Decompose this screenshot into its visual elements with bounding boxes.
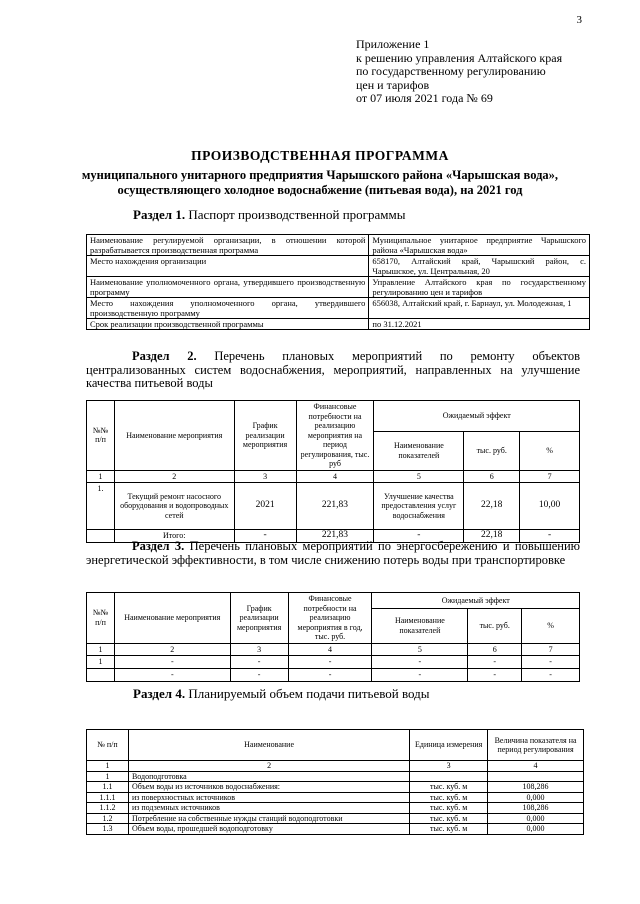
table-row [87,824,584,835]
row-unit: тыс. куб. м [410,782,488,793]
row-num: 1.1.2 [87,803,129,814]
document-title [40,148,600,198]
table-row [87,483,580,530]
table-row [87,235,590,256]
col-number: 3 [410,761,488,772]
table-row [87,256,590,277]
passport-table [86,234,590,330]
col-number: 6 [468,643,522,656]
row-thousand: 22,18 [464,483,520,530]
appendix-line: от 07 июля 2021 года № 69 [356,91,493,105]
table-row [87,792,584,803]
row-schedule: 2021 [234,483,296,530]
col-header-percent: % [520,431,580,470]
section3-label: Раздел 3. [132,539,185,553]
total-schedule: - [234,530,296,543]
table-cell: - [230,656,288,669]
col-number: 7 [520,470,580,483]
table-cell: 1 [87,656,115,669]
col-number: 4 [288,643,372,656]
section2-text: Перечень плановых мероприятий по ремонту объектов централизованных систем водоснабжения, мероприятий, направленных на улучшение качества питьевой воды [86,349,580,390]
section1-heading [133,207,405,223]
table-header-row [87,730,584,761]
col-number: 4 [296,470,374,483]
col-number: 3 [230,643,288,656]
table-row [87,277,590,298]
col-number: 5 [372,643,468,656]
section2-heading [86,350,580,391]
section4-heading [133,686,430,702]
total-label: Итого: [114,530,234,543]
section3-text: Перечень плановых мероприятий по энергосбережению и повышению энергетической эффективности, в том числе снижению потерь воды при транспортировке [86,539,581,567]
table-cell: - [372,656,468,669]
table-row [87,813,584,824]
col-header-num: №№ п/п [87,401,115,471]
row-value: 0,000 [488,792,584,803]
table-cell: - [114,656,230,669]
passport-value: по 31.12.2021 [369,319,590,330]
appendix-line: к решению управления Алтайского края [356,50,563,65]
energy-measures-table [86,592,580,682]
table-cell: - [230,668,288,681]
table-cell: - [114,668,230,681]
row-unit [410,771,488,782]
passport-key: Место нахождения уполномоченного органа, утвердившего производственную программу [87,298,369,319]
col-header-name: Наименование мероприятия [114,593,230,644]
row-percent: 10,00 [520,483,580,530]
row-indicator: Улучшение качества предоставления услуг водоснабжения [374,483,464,530]
table-cell: - [288,668,372,681]
col-number: 1 [87,761,129,772]
col-header-name: Наименование [128,730,409,761]
column-number-row [87,470,580,483]
col-header-num: №№ п/п [87,593,115,644]
title-line-1: муниципального унитарного предприятия Чарышского района «Чарышская вода», [81,168,559,182]
col-header-effect: Ожидаемый эффект [374,401,580,432]
title-line-2: осуществляющего холодное водоснабжение (питьевая вода), на 2021 год [117,183,523,197]
table-row [87,656,580,669]
row-name: Водоподготовка [128,771,409,782]
row-name: Объем воды, прошедшей водоподготовку [128,824,409,835]
total-indicator: - [374,530,464,543]
passport-value: Муниципальное унитарное предприятие Чарышского района «Чарышская вода» [369,235,590,256]
passport-key: Место нахождения организации [87,256,369,277]
table-cell: - [372,668,468,681]
row-unit: тыс. куб. м [410,792,488,803]
table-row [87,298,590,319]
passport-key: Наименование регулируемой организации, в отношении которой разрабатывается производственная программа [87,235,369,256]
appendix-header [356,38,626,106]
col-header-finance: Финансовые потребности на реализацию мероприятия в год, тыс. руб. [288,593,372,644]
appendix-line: цен и тарифов [356,77,430,92]
row-num: 1.3 [87,824,129,835]
table-cell: - [468,668,522,681]
section2-label: Раздел 2. [132,349,197,363]
row-value: 0,000 [488,824,584,835]
col-number: 6 [464,470,520,483]
col-header-schedule: График реализации мероприятия [230,593,288,644]
table-row [87,803,584,814]
col-header-num: № п/п [87,730,129,761]
row-unit: тыс. куб. м [410,803,488,814]
col-number: 5 [374,470,464,483]
passport-value: 658170, Алтайский край, Чарышский район, с. Чарышское, ул. Центральная, 20 [369,256,590,277]
table-cell: - [468,656,522,669]
row-value [488,771,584,782]
row-finance: 221,83 [296,483,374,530]
table-cell [87,668,115,681]
row-num: 1.2 [87,813,129,824]
col-number: 2 [114,643,230,656]
table-row [87,771,584,782]
col-number: 2 [128,761,409,772]
row-num: 1 [87,771,129,782]
section1-label: Раздел 1. [133,207,186,222]
row-num: 1.1.1 [87,792,129,803]
passport-value: Управление Алтайского края по государственному регулированию цен и тарифов [369,277,590,298]
table-header-row [87,593,580,609]
table-cell: - [522,668,580,681]
title-main: ПРОИЗВОДСТВЕННАЯ ПРОГРАММА [191,148,449,163]
table-header-row [87,401,580,432]
row-unit: тыс. куб. м [410,813,488,824]
col-header-name: Наименование мероприятия [114,401,234,471]
table-row [87,782,584,793]
row-name: Текущий ремонт насосного оборудования и водопроводных сетей [114,483,234,530]
col-header-indicator: Наименование показателей [374,431,464,470]
section3-heading [86,540,580,567]
row-value: 0,000 [488,813,584,824]
col-number: 1 [87,643,115,656]
table-cell: - [288,656,372,669]
row-name: из подземных источников [128,803,409,814]
table-row [87,319,590,330]
section4-text: Планируемый объем подачи питьевой воды [188,686,430,701]
column-number-row [87,643,580,656]
col-header-thousand: тыс. руб. [468,608,522,643]
col-header-unit: Единица измерения [410,730,488,761]
row-unit: тыс. куб. м [410,824,488,835]
col-header-percent: % [522,608,580,643]
row-num: 1.1 [87,782,129,793]
row-value: 108,286 [488,782,584,793]
passport-value: 656038, Алтайский край, г. Барнаул, ул. Молодежная, 1 [369,298,590,319]
water-volume-table [86,729,584,835]
appendix-line: Приложение 1 [356,37,430,51]
total-finance: 221,83 [296,530,374,543]
row-name: из поверхностных источников [128,792,409,803]
total-thousand: 22,18 [464,530,520,543]
total-percent: - [520,530,580,543]
section4-label: Раздел 4. [133,686,186,701]
passport-key: Срок реализации производственной программы [87,319,369,330]
row-name: Объем воды из источников водоснабжения: [128,782,409,793]
col-header-value: Величина показателя на период регулирования [488,730,584,761]
col-number: 1 [87,470,115,483]
col-header-finance: Финансовые потребности на реализацию мероприятия на период регулирования, тыс. руб [296,401,374,471]
col-header-thousand: тыс. руб. [464,431,520,470]
repair-measures-table [86,400,580,543]
col-number: 7 [522,643,580,656]
row-name: Потребление на собственные нужды станций водоподготовки [128,813,409,824]
passport-key: Наименование уполномоченного органа, утвердившего производственную программу [87,277,369,298]
col-header-effect: Ожидаемый эффект [372,593,580,609]
row-num: 1. [87,483,115,530]
page-number: 3 [576,14,582,26]
col-number: 3 [234,470,296,483]
row-value: 108,286 [488,803,584,814]
section1-text: Паспорт производственной программы [188,207,406,222]
col-number: 4 [488,761,584,772]
column-number-row [87,761,584,772]
appendix-line: по государственному регулированию [356,64,546,78]
table-row [87,668,580,681]
col-number: 2 [114,470,234,483]
col-header-schedule: График реализации мероприятия [234,401,296,471]
col-header-indicator: Наименование показателей [372,608,468,643]
table-cell: - [522,656,580,669]
